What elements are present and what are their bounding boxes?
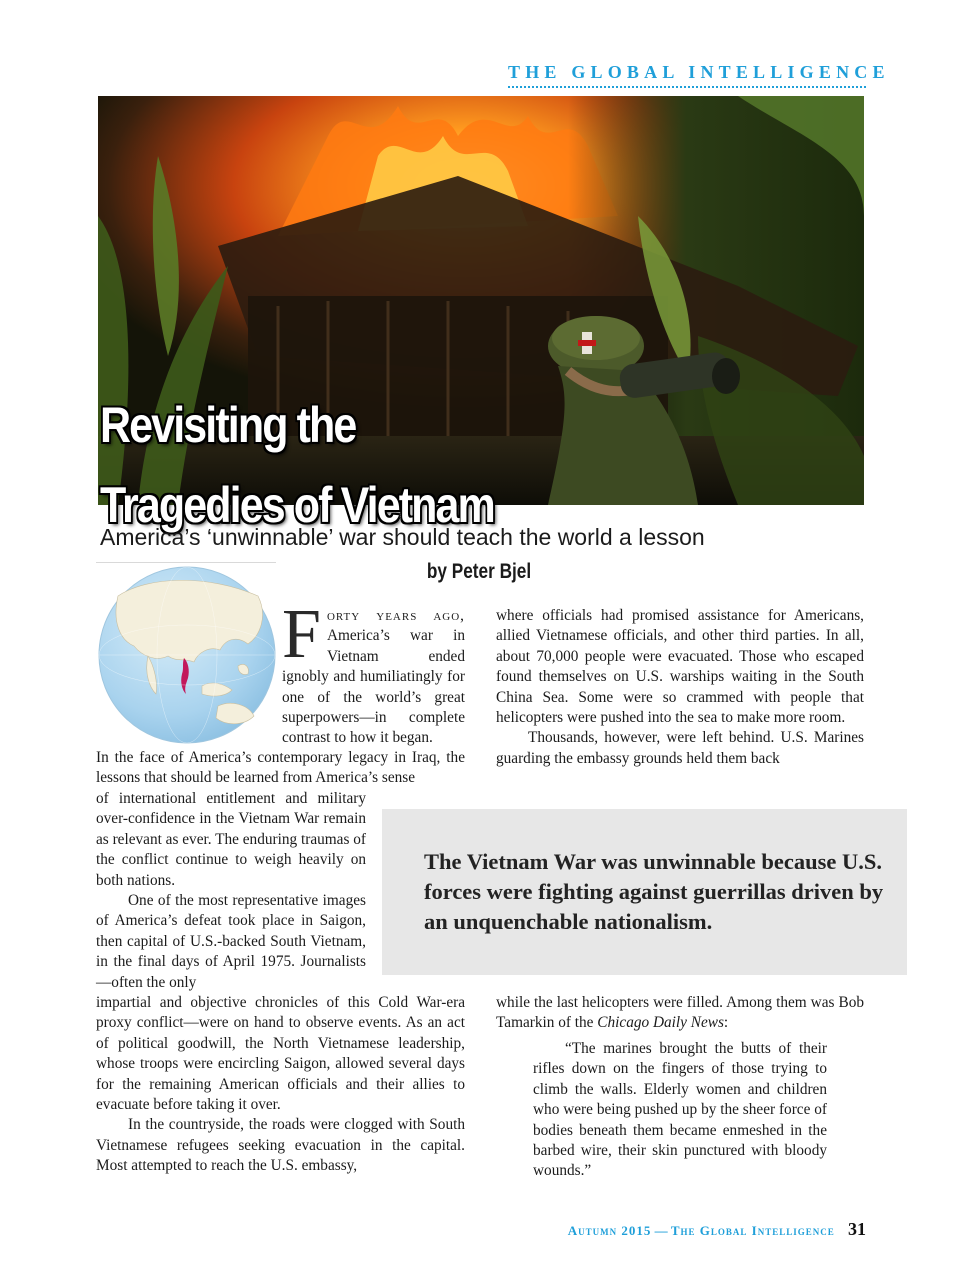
publication-name: Chicago Daily News [597, 1014, 724, 1032]
col1-paragraph-1c: of international entitlement and military over-confidence in the Vietnam War remain as relevant as ever. The enduring traumas of the conflict continue to weigh heavily on both nations. [96, 790, 366, 889]
col1-paragraph-2b: impartial and objective chronicles of this Cold War-era proxy conflict—were on hand to observe events. As an act of political goodwill, the North Vietnamese leadership, whose troops were encircling Saigon, allowed several days for the remaining American officials and their allies to evacuate before taking it over. [96, 994, 465, 1114]
footer-publication: The Global Intelligence [670, 1223, 835, 1238]
col1-intro [282, 596, 465, 749]
col1-wide [96, 748, 465, 789]
footer-separator: — [654, 1223, 668, 1238]
drop-cap: F [282, 596, 321, 673]
block-quote-text: “The marines brought the butts of their rifles down on the fingers of those trying to climb the walls. Elderly women and children who were being pushed up by the sheer force of bodies beneath them became enmeshed in the barbed wire, their skin punctured with bloody wounds.” [533, 1040, 827, 1180]
byline: by Peter Bjel [426, 560, 532, 583]
col2-top [496, 606, 864, 769]
col2-p3-end: : [723, 1014, 729, 1032]
col2-p3-text: while the last helicopters were filled. Among them was Bob Tamarkin of the [496, 994, 864, 1032]
pull-quote-box [382, 809, 907, 975]
globe-map [98, 566, 276, 744]
col2-paragraph-3 [496, 993, 864, 1034]
lead-in: orty years ago, [326, 607, 465, 624]
headline-line-1: Revisiting the [100, 397, 356, 453]
col2-paragraph-1: where officials had promised assistance for Americans, allied Vietnamese officials, and other third parties. In all, about 70,000 people were evacuated. Those who escaped found themselves on U.S. warships waiting in the South China Sea. Some were so crammed with people that helicopters were pushed into the sea to make more room. [496, 607, 864, 727]
headline-line-2: Tragedies of Vietnam [100, 477, 494, 533]
col1-narrow [96, 789, 366, 993]
page-footer [560, 1219, 866, 1240]
running-head: THE GLOBAL INTELLIGENCE [508, 62, 866, 88]
col1-bottom [96, 993, 465, 1177]
col2-bottom [496, 993, 864, 1034]
map-divider [96, 562, 276, 563]
col1-paragraph-1a: America’s war in Vietnam ended ignobly and humiliatingly for one of the world’s great superpowers—in complete contrast to how it began. [282, 627, 465, 747]
pull-quote: The Vietnam War was unwinnable because U.S. forces were fighting against guerrillas driven by an unquenchable nationalism. [424, 849, 884, 934]
page-number: 31 [848, 1219, 866, 1239]
col1-paragraph-2a: One of the most representative images of America’s defeat took place in Saigon, then capital of U.S.-backed South Vietnam, in the final days of April 1975. Journalists—often the only [96, 892, 366, 991]
article-headline [100, 385, 582, 545]
col2-paragraph-2: Thousands, however, were left behind. U.S. Marines guarding the embassy grounds held them back [496, 729, 864, 767]
footer-season: Autumn 2015 [567, 1223, 652, 1238]
col1-paragraph-1b: In the face of America’s contemporary legacy in Iraq, the lessons that should be learned from America’s sense [96, 749, 465, 787]
col1-paragraph-3: In the countryside, the roads were clogged with South Vietnamese refugees seeking evacuation in the capital. Most attempted to reach the U.S. embassy, [96, 1116, 465, 1175]
block-quote [533, 1039, 827, 1182]
article-deck: America’s ‘unwinnable’ war should teach the world a lesson [100, 524, 705, 550]
